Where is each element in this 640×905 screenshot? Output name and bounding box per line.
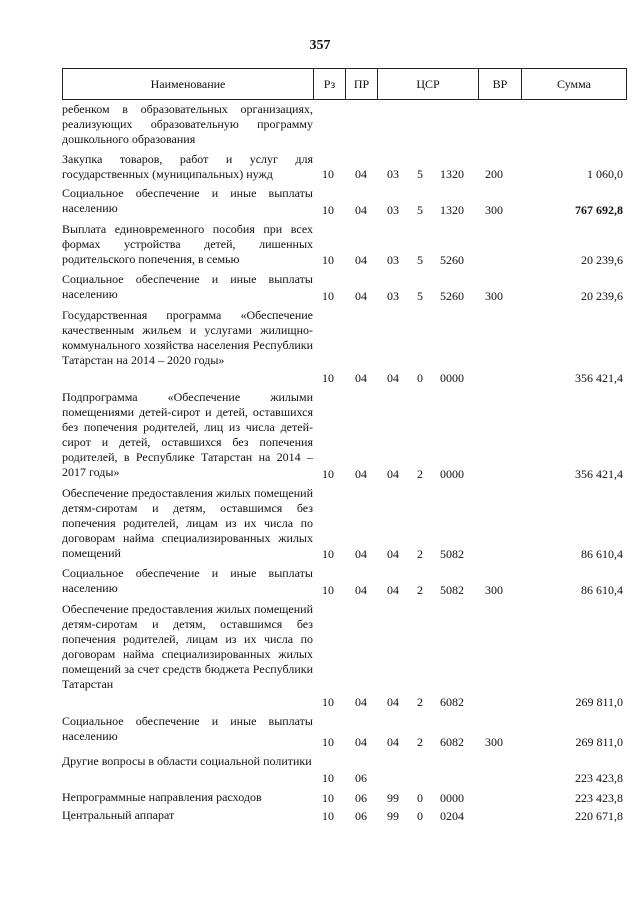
row-name: ребенком в образовательных организациях, реализующих образовательную программу дошкольного образования xyxy=(62,102,313,146)
row-name: Закупка товаров, работ и услуг для государственных (муниципальных) нужд xyxy=(62,152,313,181)
row-sum: 223 423,8 xyxy=(575,791,623,805)
header-name: Наименование xyxy=(63,69,314,99)
row-name: Другие вопросы в области социальной политики xyxy=(62,754,312,768)
row-name: Выплата единовременного пособия при всех формах устройства детей, лишенных родительского попечения, в семью xyxy=(62,222,313,266)
table-row xyxy=(62,790,625,806)
row-vr: 300 xyxy=(485,735,503,749)
row-name: Непрограммные направления расходов xyxy=(62,790,262,804)
header-sum: Сумма xyxy=(557,77,591,91)
row-c3: 5260 xyxy=(440,289,464,303)
row-c3: 5260 xyxy=(440,253,464,267)
row-c3: 6082 xyxy=(440,695,464,709)
row-c2: 2 xyxy=(417,467,423,481)
row-vr: 300 xyxy=(485,289,503,303)
row-pr: 06 xyxy=(355,791,367,805)
row-sum: 356 421,4 xyxy=(575,371,623,385)
row-pr: 06 xyxy=(355,809,367,823)
row-c2: 5 xyxy=(417,203,423,217)
header-rz: Рз xyxy=(314,69,346,99)
row-vr: 300 xyxy=(485,203,503,217)
table-row xyxy=(62,808,625,824)
row-rz: 10 xyxy=(322,253,334,267)
row-sum: 220 671,8 xyxy=(575,809,623,823)
row-c2: 2 xyxy=(417,735,423,749)
row-c1: 99 xyxy=(387,791,399,805)
row-c2: 2 xyxy=(417,695,423,709)
row-pr: 04 xyxy=(355,735,367,749)
row-sum: 767 692,8 xyxy=(575,203,623,217)
table-row xyxy=(62,486,625,562)
row-name: Социальное обеспечение и иные выплаты населению xyxy=(62,566,313,595)
row-c1: 04 xyxy=(387,467,399,481)
row-c1: 04 xyxy=(387,695,399,709)
row-pr: 04 xyxy=(355,547,367,561)
row-rz: 10 xyxy=(322,547,334,561)
table-row xyxy=(62,754,625,786)
table-row xyxy=(62,272,625,304)
row-rz: 10 xyxy=(322,809,334,823)
row-rz: 10 xyxy=(322,467,334,481)
row-sum: 1 060,0 xyxy=(587,167,623,181)
row-name: Обеспечение предоставления жилых помещений детям-сиротам и детям, оставшимся без попечения родителей, лицам из их числа по договорам найма специализированных жилых помещений xyxy=(62,486,313,560)
row-sum: 86 610,4 xyxy=(581,547,623,561)
row-pr: 04 xyxy=(355,253,367,267)
row-c1: 04 xyxy=(387,735,399,749)
row-sum: 20 239,6 xyxy=(581,289,623,303)
row-c2: 2 xyxy=(417,583,423,597)
row-pr: 04 xyxy=(355,583,367,597)
table-row xyxy=(62,602,625,710)
row-vr: 200 xyxy=(485,167,503,181)
row-name: Подпрограмма «Обеспечение жилыми помещениями детей-сирот и детей, оставшихся без попечения родителей, лиц из числа детей-сирот и детей, оставшихся без попечения родителей, в Республике Татарстан на 2014 – 2017 годы» xyxy=(62,390,313,479)
row-pr: 04 xyxy=(355,371,367,385)
row-c2: 5 xyxy=(417,253,423,267)
row-c2: 2 xyxy=(417,547,423,561)
row-pr: 04 xyxy=(355,167,367,181)
row-c1: 04 xyxy=(387,583,399,597)
page-number: 357 xyxy=(309,38,331,53)
row-rz: 10 xyxy=(322,735,334,749)
table-row xyxy=(62,714,625,750)
row-sum: 223 423,8 xyxy=(575,771,623,785)
row-rz: 10 xyxy=(322,203,334,217)
row-name: Центральный аппарат xyxy=(62,808,175,822)
table-row xyxy=(62,152,625,182)
row-name: Обеспечение предоставления жилых помещений детям-сиротам и детям, оставшимся без попечения родителей, лицам из их числа по договорам найма специализированных жилых помещений за счет средств бюджета Республики Татарстан xyxy=(62,602,313,691)
row-c3: 0000 xyxy=(440,467,464,481)
row-pr: 04 xyxy=(355,695,367,709)
row-c1: 03 xyxy=(387,253,399,267)
row-c3: 1320 xyxy=(440,167,464,181)
row-c2: 0 xyxy=(417,809,423,823)
row-c3: 0000 xyxy=(440,371,464,385)
table-row xyxy=(62,186,625,218)
row-c1: 03 xyxy=(387,203,399,217)
table-header xyxy=(62,68,627,100)
row-name: Социальное обеспечение и иные выплаты населению xyxy=(62,714,313,743)
row-c3: 5082 xyxy=(440,547,464,561)
row-c1: 03 xyxy=(387,167,399,181)
header-pr: ПР xyxy=(346,69,378,99)
row-c2: 0 xyxy=(417,371,423,385)
table-row xyxy=(62,222,625,268)
row-c3: 6082 xyxy=(440,735,464,749)
row-c3: 5082 xyxy=(440,583,464,597)
row-rz: 10 xyxy=(322,583,334,597)
table-row xyxy=(62,308,625,386)
row-sum: 20 239,6 xyxy=(581,253,623,267)
header-csr: ЦСР xyxy=(378,69,479,99)
row-rz: 10 xyxy=(322,771,334,785)
row-rz: 10 xyxy=(322,371,334,385)
row-c3: 0000 xyxy=(440,791,464,805)
row-sum: 269 811,0 xyxy=(575,735,623,749)
row-pr: 04 xyxy=(355,289,367,303)
row-c1: 04 xyxy=(387,371,399,385)
row-c1: 03 xyxy=(387,289,399,303)
row-rz: 10 xyxy=(322,289,334,303)
row-rz: 10 xyxy=(322,167,334,181)
table-row xyxy=(62,566,625,598)
row-name: Социальное обеспечение и иные выплаты населению xyxy=(62,272,313,301)
row-c1: 04 xyxy=(387,547,399,561)
row-pr: 04 xyxy=(355,467,367,481)
row-pr: 06 xyxy=(355,771,367,785)
row-c3: 0204 xyxy=(440,809,464,823)
row-name: Государственная программа «Обеспечение качественным жильем и услугами жилищно-коммунального хозяйства населения Республики Татарстан на 2014 – 2020 годы» xyxy=(62,308,313,367)
row-sum: 86 610,4 xyxy=(581,583,623,597)
row-sum: 269 811,0 xyxy=(575,695,623,709)
row-rz: 10 xyxy=(322,791,334,805)
row-sum: 356 421,4 xyxy=(575,467,623,481)
row-c2: 5 xyxy=(417,167,423,181)
row-c1: 99 xyxy=(387,809,399,823)
row-pr: 04 xyxy=(355,203,367,217)
header-vr: ВР xyxy=(479,69,522,99)
row-vr: 300 xyxy=(485,583,503,597)
row-c3: 1320 xyxy=(440,203,464,217)
row-rz: 10 xyxy=(322,695,334,709)
table-row xyxy=(62,102,625,147)
row-c2: 0 xyxy=(417,791,423,805)
row-name: Социальное обеспечение и иные выплаты населению xyxy=(62,186,313,215)
row-c2: 5 xyxy=(417,289,423,303)
table-row xyxy=(62,390,625,482)
budget-table xyxy=(62,68,627,823)
